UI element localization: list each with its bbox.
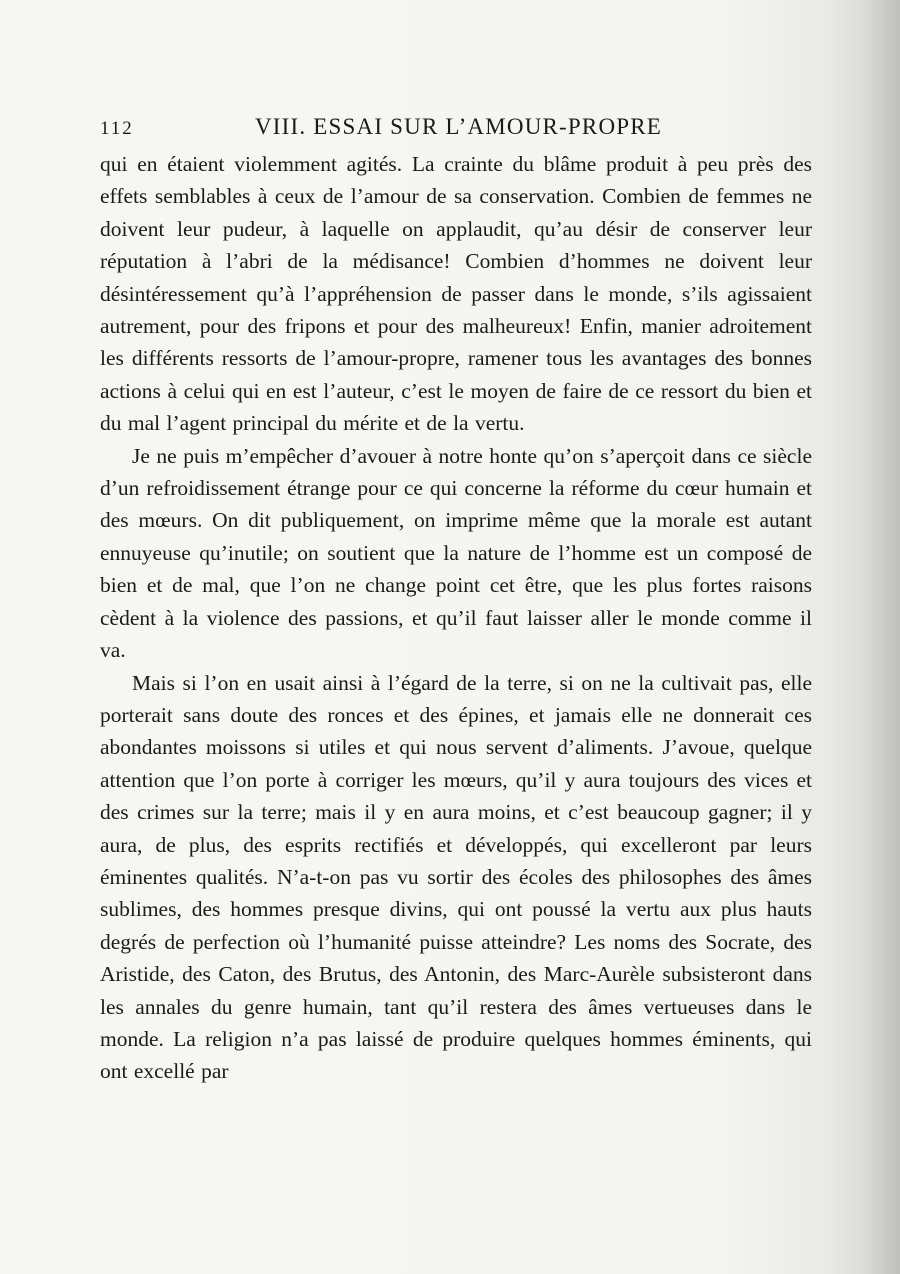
book-page bbox=[100, 112, 812, 1088]
page-gutter-shadow bbox=[860, 0, 900, 1274]
running-head bbox=[100, 112, 812, 148]
paragraph: Mais si l’on en usait ainsi à l’égard de la terre, si on ne la cultivait pas, elle porterait sans doute des ronces et des épines, et jamais elle ne donnerait ces abondantes moissons si utiles et qui nous servent d’aliments. J’avoue, quelque attention que l’on porte à corriger les mœurs, qu’il y aura toujours des vices et des crimes sur la terre; mais il y en aura moins, et c’est beaucoup gagner; il y aura, de plus, des esprits rectifiés et développés, qui excelleront par leurs éminentes qualités. N’a-t-on pas vu sortir des écoles des philosophes des âmes sublimes, des hommes presque divins, qui ont poussé la vertu aux plus hauts degrés de perfection où l’humanité puisse atteindre? Les noms des Socrate, des Aristide, des Caton, des Brutus, des Antonin, des Marc-Aurèle subsisteront dans les annales du genre humain, tant qu’il restera des âmes vertueuses dans le monde. La religion n’a pas laissé de produire quelques hommes éminents, qui ont excellé par bbox=[100, 670, 812, 1084]
body-text bbox=[100, 148, 812, 1088]
page-number: 112 bbox=[100, 118, 134, 139]
paragraph: Je ne puis m’empêcher d’avouer à notre honte qu’on s’aperçoit dans ce siècle d’un refroidissement étrange pour ce qui concerne la réforme du cœur humain et des mœurs. On dit publiquement, on imprime même que la morale est autant ennuyeuse qu’inutile; on soutient que la nature de l’homme est un composé de bien et de mal, que l’on ne change point cet être, que les plus fortes raisons cèdent à la violence des passions, et qu’il faut laisser aller le monde comme il va. bbox=[100, 443, 812, 663]
chapter-title: VIII. ESSAI SUR L’AMOUR-PROPRE bbox=[255, 114, 663, 139]
paragraph-continued: qui en étaient violemment agités. La crainte du blâme produit à peu près des effets semblables à ceux de l’amour de sa conservation. Combien de femmes ne doivent leur pudeur, à laquelle on applaudit, qu’au désir de conserver leur réputation à l’abri de la médisance! Combien d’hommes ne doivent leur désintéressement qu’à l’appréhension de passer dans le monde, s’ils agissaient autrement, pour des fripons et pour des malheureux! Enfin, manier adroitement les différents ressorts de l’amour-propre, ramener tous les avantages des bonnes actions à celui qui en est l’auteur, c’est le moyen de faire de ce ressort du bien et du mal l’agent principal du mérite et de la vertu. bbox=[100, 152, 812, 436]
